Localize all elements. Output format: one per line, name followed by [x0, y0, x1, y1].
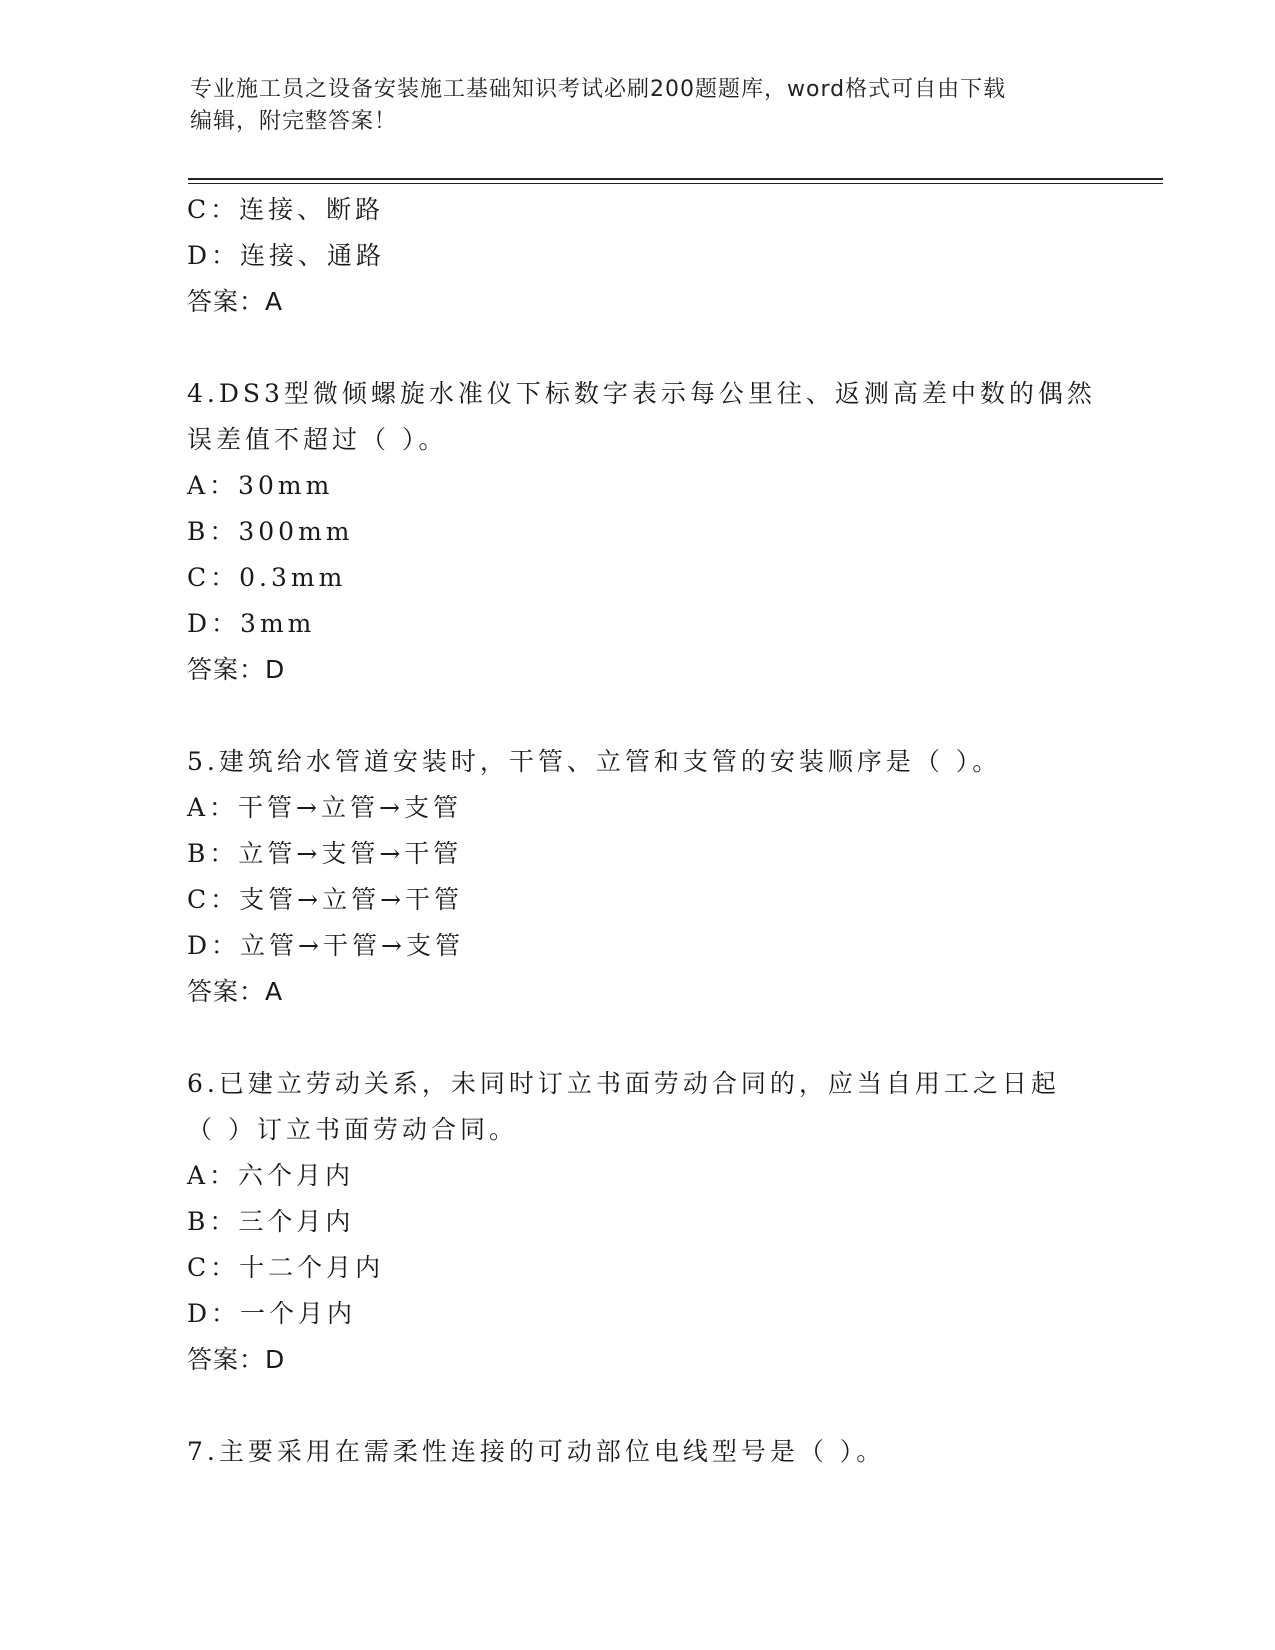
option-line: A：六个月内	[187, 1161, 355, 1190]
answer-line: 答案：A	[187, 287, 284, 316]
answer-line: 答案：D	[187, 655, 286, 684]
option-line: C：十二个月内	[187, 1253, 385, 1282]
block-spacer	[187, 1015, 1147, 1061]
question-block	[187, 1429, 1147, 1475]
block-spacer	[187, 1383, 1147, 1429]
answer-line: 答案：A	[187, 977, 284, 1006]
question-block	[187, 739, 1147, 1015]
question-block	[187, 1061, 1147, 1383]
header-title-line-2: 编辑，附完整答案！	[190, 109, 398, 134]
question-list	[187, 187, 1147, 1475]
question-block	[187, 187, 1147, 325]
question-text: （ ）订立书面劳动合同。	[187, 1115, 518, 1144]
answer-line: 答案：D	[187, 1345, 286, 1374]
question-text: 5.建筑给水管道安装时，干管、立管和支管的安装顺序是（ ）。	[187, 747, 1002, 776]
option-line: A：干管→立管→支管	[187, 793, 462, 822]
header-rule-thin	[188, 183, 1163, 184]
option-line: D：一个月内	[187, 1299, 357, 1328]
block-spacer	[187, 693, 1147, 739]
header-rule-thick	[188, 178, 1163, 180]
option-line: C：支管→立管→干管	[187, 885, 464, 914]
question-text: 误差值不超过（ ）。	[187, 425, 448, 454]
option-line: B：300mm	[187, 517, 354, 546]
question-text: 7.主要采用在需柔性连接的可动部位电线型号是（ ）。	[187, 1437, 886, 1466]
option-line: B：立管→支管→干管	[187, 839, 463, 868]
option-line: D：立管→干管→支管	[187, 931, 464, 960]
option-line: D：3mm	[187, 609, 316, 638]
option-line: B：三个月内	[187, 1207, 355, 1236]
header-title-line-1: 专业施工员之设备安装施工基础知识考试必刷200题题库，word格式可自由下载	[190, 77, 1007, 102]
option-line: C：连接、断路	[187, 195, 385, 224]
option-line: C：0.3mm	[187, 563, 347, 592]
question-block	[187, 371, 1147, 693]
question-text: 4.DS3型微倾螺旋水准仪下标数字表示每公里往、返测高差中数的偶然	[187, 379, 1096, 408]
question-text: 6.已建立劳动关系，未同时订立书面劳动合同的，应当自用工之日起	[187, 1069, 1060, 1098]
option-line: A：30mm	[187, 471, 334, 500]
page-header	[190, 74, 1090, 138]
block-spacer	[187, 325, 1147, 371]
option-line: D：连接、通路	[187, 241, 386, 270]
